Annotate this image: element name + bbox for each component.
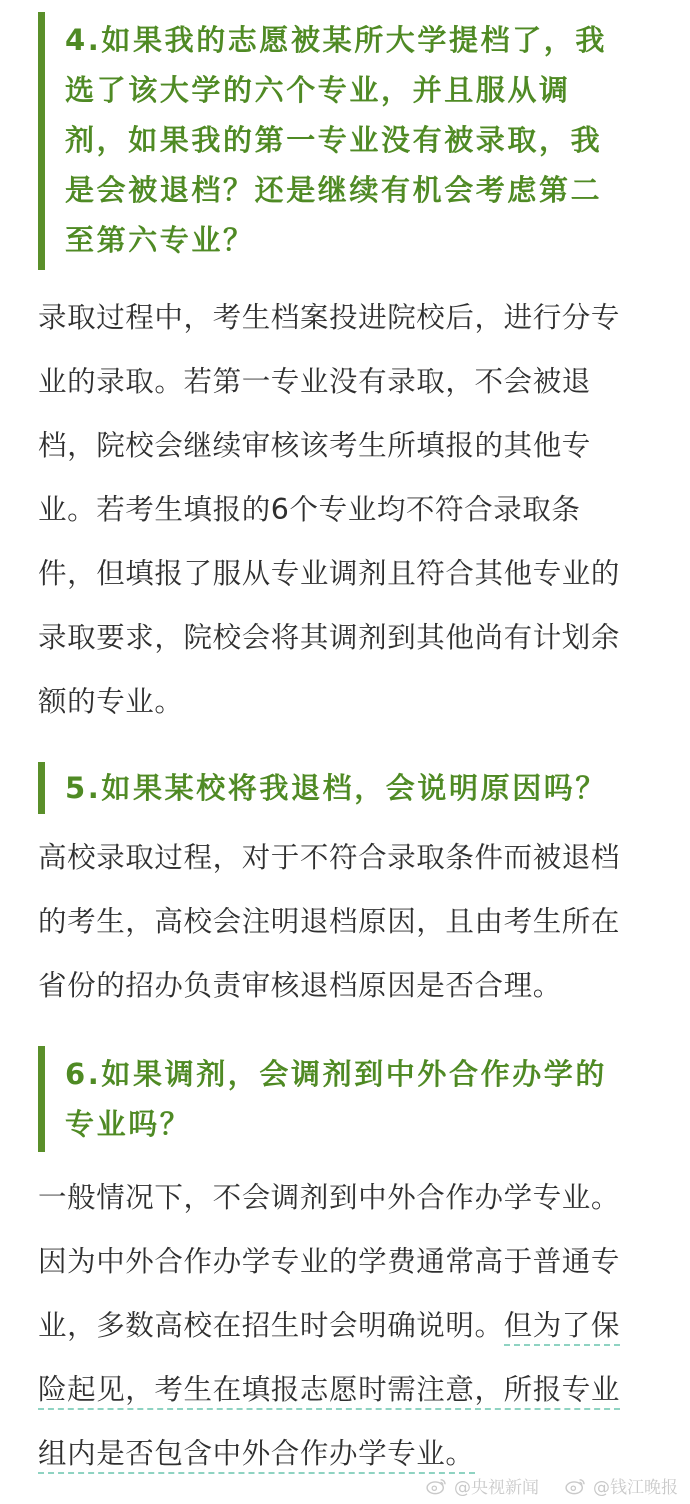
- answer-6-line-plain: 业，多数高校在招生时会明确说明。: [38, 1309, 504, 1342]
- question-4-line: 剂，如果我的第一专业没有被录取，我: [65, 123, 603, 157]
- question-6: [38, 1046, 658, 1152]
- watermark-source-2: @钱江晚报: [593, 1478, 678, 1498]
- question-6-line: 专业吗？: [65, 1107, 192, 1141]
- weibo-icon: [565, 1477, 587, 1495]
- answer-6: [38, 1166, 658, 1486]
- weibo-icon: [426, 1477, 448, 1495]
- question-5: [38, 762, 658, 814]
- question-4-text: [65, 12, 658, 265]
- answer-5-line: 高校录取过程，对于不符合录取条件而被退档: [38, 841, 621, 874]
- answer-6-line: 一般情况下，不会调剂到中外合作办学专业。: [38, 1181, 621, 1214]
- answer-4-line: 业。若考生填报的6个专业均不符合录取条: [38, 493, 581, 526]
- answer-4: [38, 286, 658, 734]
- question-4-line: 4.如果我的志愿被某所大学提档了，我: [65, 23, 607, 57]
- question-4-line: 是会被退档？还是继续有机会考虑第二: [65, 173, 603, 207]
- question-5-text: [65, 762, 658, 814]
- answer-6-line: [38, 1294, 658, 1358]
- question-6-text: [65, 1046, 658, 1149]
- answer-4-line: 业的录取。若第一专业没有录取，不会被退: [38, 365, 591, 398]
- question-4-line: 选了该大学的六个专业，并且服从调: [65, 73, 571, 107]
- answer-6-highlight: 但为了保: [504, 1309, 620, 1346]
- answer-5-line: 省份的招办负责审核退档原因是否合理。: [38, 969, 562, 1002]
- answer-4-line: 录取过程中，考生档案投进院校后，进行分专: [38, 301, 621, 334]
- answer-4-line: 档，院校会继续审核该考生所填报的其他专: [38, 429, 591, 462]
- question-4: [38, 12, 658, 270]
- watermark-source-1: @央视新闻: [454, 1478, 539, 1498]
- answer-4-line: 录取要求，院校会将其调剂到其他尚有计划余: [38, 621, 621, 654]
- watermark: [426, 1473, 678, 1498]
- question-5-line: 5.如果某校将我退档，会说明原因吗？: [65, 771, 607, 805]
- answer-6-highlight: 险起见，考生在填报志愿时需注意，所报专业: [38, 1373, 620, 1410]
- question-6-line: 6.如果调剂，会调剂到中外合作办学的: [65, 1057, 607, 1091]
- answer-6-line: 因为中外合作办学专业的学费通常高于普通专: [38, 1245, 621, 1278]
- answer-6-highlight: 组内是否包含中外合作办学专业。: [38, 1437, 475, 1474]
- answer-4-line: 额的专业。: [38, 685, 184, 718]
- question-4-line: 至第六专业？: [65, 223, 255, 257]
- answer-5: [38, 826, 658, 1018]
- answer-4-line: 件，但填报了服从专业调剂且符合其他专业的: [38, 557, 621, 590]
- answer-6-line: [38, 1358, 658, 1422]
- answer-5-line: 的考生，高校会注明退档原因，且由考生所在: [38, 905, 621, 938]
